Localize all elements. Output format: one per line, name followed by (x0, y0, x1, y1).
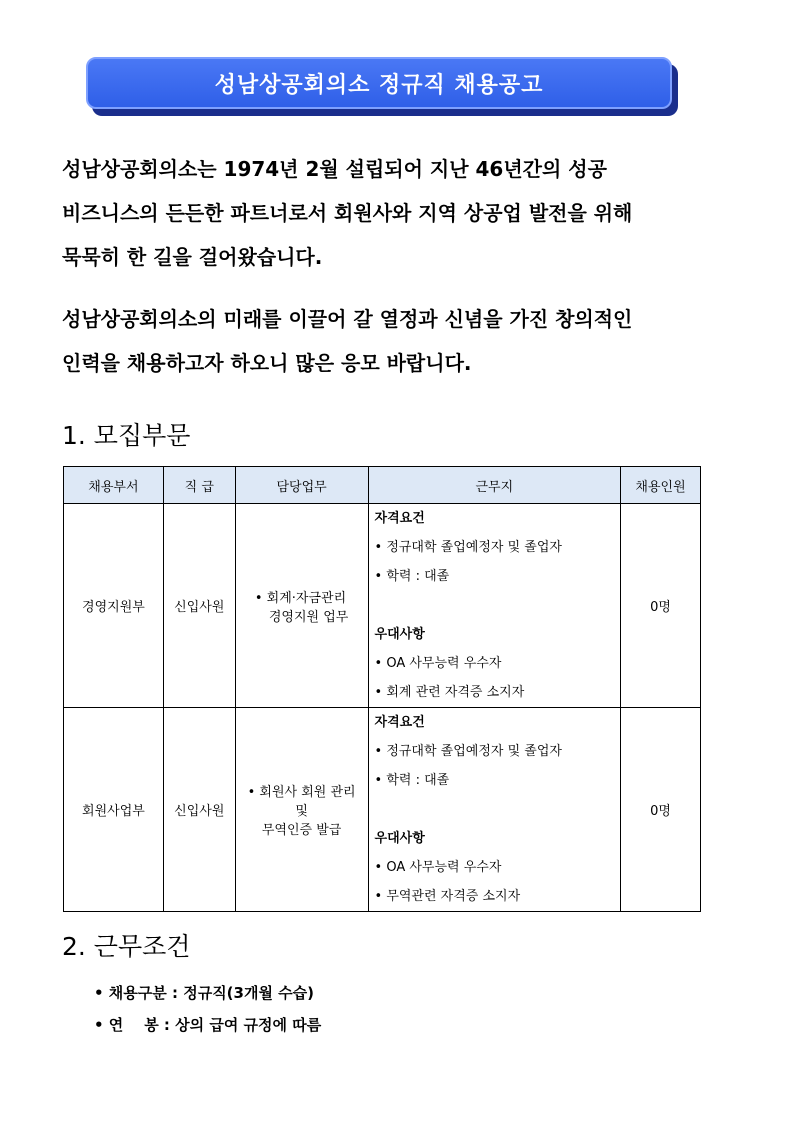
intro-paragraph-1 (62, 147, 742, 279)
condition-item: • 채용구분 : 정규직(3개월 수습) (94, 984, 315, 1002)
cell-requirements (368, 708, 621, 912)
intro-line: 묵묵히 한 길을 걸어왔습니다. (62, 245, 323, 269)
section-heading-conditions: 2. 근무조건 (62, 932, 191, 961)
preference-title: 우대사항 (374, 627, 425, 642)
recruitment-table (63, 466, 701, 912)
cell-duty (235, 708, 368, 912)
cell-rank: 신입사원 (163, 708, 235, 912)
intro-line: 성남상공회의소는 1974년 2월 설립되어 지난 46년간의 성공 (62, 157, 607, 181)
requirement-item: • 정규대학 졸업예정자 및 졸업자 (374, 744, 562, 759)
table-header-row (64, 467, 701, 504)
duty-line: 및 (295, 804, 308, 819)
title-banner (86, 57, 672, 109)
cell-dept: 경영지원부 (64, 504, 164, 708)
intro-paragraph-2 (62, 297, 742, 385)
duty-line: 경영지원 업무 (268, 609, 349, 625)
requirement-item: • 학력 : 대졸 (374, 569, 450, 584)
header-dept: 채용부서 (64, 467, 164, 504)
table-row (64, 708, 701, 912)
duty-line: • 회계·자금관리 (254, 590, 347, 606)
cell-duty (235, 504, 368, 708)
condition-item: • 연 봉 : 상의 급여 규정에 따름 (94, 1016, 322, 1034)
duty-line: • 회원사 회원 관리 (247, 785, 356, 800)
section-heading-recruitment: 1. 모집부문 (62, 421, 191, 450)
header-count: 채용인원 (621, 467, 701, 504)
cell-requirements (368, 504, 621, 708)
cell-count: 0명 (621, 504, 701, 708)
header-rank: 직 급 (163, 467, 235, 504)
intro-line: 성남상공회의소의 미래를 이끌어 갈 열정과 신념을 가진 창의적인 (62, 307, 633, 331)
header-duty: 담당업무 (235, 467, 368, 504)
intro-line: 비즈니스의 든든한 파트너로서 회원사와 지역 상공업 발전을 위해 (62, 201, 633, 225)
intro-line: 인력을 채용하고자 하오니 많은 응모 바랍니다. (62, 351, 472, 375)
preference-item: • OA 사무능력 우수자 (374, 656, 502, 671)
cell-rank: 신입사원 (163, 504, 235, 708)
header-requirements: 근무지 (368, 467, 621, 504)
duty-line: 무역인증 발급 (261, 823, 342, 838)
requirements-title: 자격요건 (374, 511, 425, 526)
table-row (64, 504, 701, 708)
preference-item: • 회계 관련 자격증 소지자 (374, 685, 525, 700)
preference-item: • OA 사무능력 우수자 (374, 860, 502, 875)
requirements-title: 자격요건 (374, 715, 425, 730)
cell-count: 0명 (621, 708, 701, 912)
preference-item: • 무역관련 자격증 소지자 (374, 889, 521, 904)
preference-title: 우대사항 (374, 831, 425, 846)
cell-dept: 회원사업부 (64, 708, 164, 912)
requirement-item: • 정규대학 졸업예정자 및 졸업자 (374, 540, 562, 555)
page-title: 성남상공회의소 정규직 채용공고 (214, 72, 544, 98)
requirement-item: • 학력 : 대졸 (374, 773, 450, 788)
